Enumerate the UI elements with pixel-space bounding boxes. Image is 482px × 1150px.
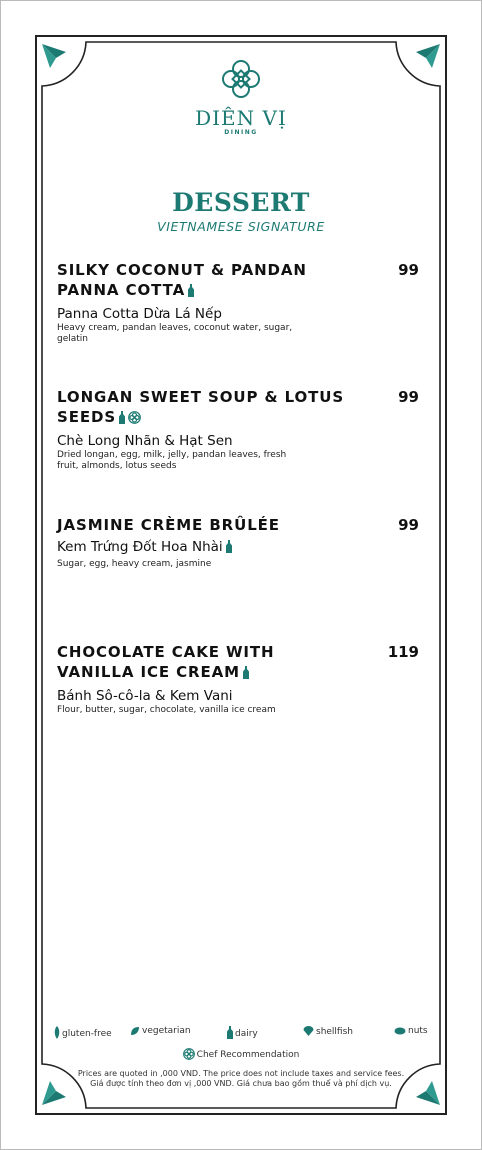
brand-logo — [0, 58, 482, 100]
shellfish-icon — [303, 1026, 314, 1037]
item-name: LONGAN SWEET SOUP & LOTUS SEEDS — [57, 388, 345, 426]
item-ingredients: Heavy cream, pandan leaves, coconut water, sugar, gelatin — [57, 323, 293, 344]
chef-recommendation-icon — [128, 411, 141, 424]
item-local-name: Panna Cotta Dừa Lá Nếp — [57, 306, 222, 322]
dairy-icon — [188, 284, 194, 297]
item-price: 119 — [387, 643, 419, 661]
item-price: 99 — [398, 388, 419, 406]
gluten-free-icon — [54, 1026, 60, 1039]
section-subtitle: VIETNAMESE SIGNATURE — [157, 219, 325, 234]
item-price: 99 — [398, 261, 419, 279]
item-name: CHOCOLATE CAKE WITH VANILLA ICE CREAM — [57, 643, 275, 681]
item-ingredients: Flour, butter, sugar, chocolate, vanilla ice cream — [57, 705, 276, 715]
leaf-icon — [130, 1026, 140, 1036]
brand-subtitle: DINING — [224, 129, 258, 136]
dairy-icon — [243, 666, 249, 679]
dairy-icon — [227, 1026, 233, 1039]
item-local-name: Bánh Sô-cô-la & Kem Vani — [57, 688, 233, 704]
legend-gluten-free: gluten-free — [54, 1026, 112, 1039]
price-note-en: Prices are quoted in ,000 VND. The price does not include taxes and service fees. — [77, 1069, 405, 1078]
section-title: DESSERT — [172, 188, 310, 217]
chef-recommendation-icon — [183, 1048, 195, 1060]
item-local-name: Chè Long Nhãn & Hạt Sen — [57, 433, 233, 449]
item-price: 99 — [398, 516, 419, 534]
item-name: SILKY COCONUT & PANDAN PANNA COTTA — [57, 261, 307, 299]
menu-item — [57, 260, 419, 345]
item-ingredients: Sugar, egg, heavy cream, jasmine — [57, 559, 212, 569]
item-name: JASMINE CRÈME BRÛLÉE — [57, 516, 280, 534]
item-ingredients: Dried longan, egg, milk, jelly, pandan leaves, fresh fruit, almonds, lotus seeds — [57, 450, 287, 471]
item-local-name: Kem Trứng Đốt Hoa Nhài — [57, 538, 419, 556]
lotus-logo-icon — [220, 58, 262, 100]
menu-item — [57, 515, 419, 570]
legend-dairy: dairy — [227, 1026, 258, 1039]
menu-item — [57, 387, 419, 472]
menu-item — [57, 642, 419, 716]
brand-name: DIÊN VỊ — [195, 106, 287, 130]
legend-nuts: nuts — [394, 1026, 428, 1036]
dairy-icon — [119, 411, 125, 424]
allergen-legend — [0, 1026, 482, 1042]
legend-shellfish: shellfish — [303, 1026, 353, 1037]
price-note-vi: Giá được tính theo đơn vị ,000 VND. Giá chưa bao gồm thuế và phí dịch vụ. — [90, 1079, 392, 1088]
nut-icon — [394, 1026, 406, 1036]
legend-chef-recommendation: Chef Recommendation — [0, 1048, 482, 1060]
dairy-icon — [226, 540, 232, 553]
legend-vegetarian: vegetarian — [130, 1026, 191, 1036]
